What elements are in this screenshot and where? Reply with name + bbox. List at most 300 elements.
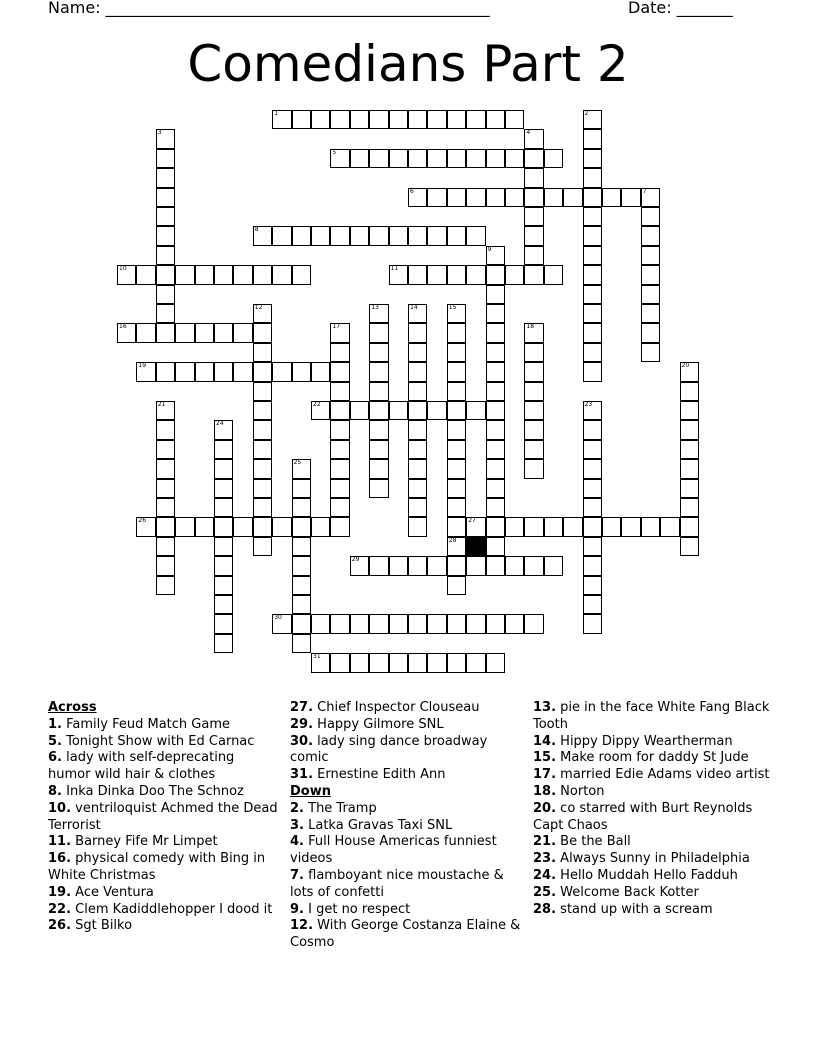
grid-cell[interactable] xyxy=(117,265,136,284)
grid-cell[interactable] xyxy=(389,110,408,129)
grid-cell[interactable] xyxy=(447,401,466,420)
grid-cell[interactable] xyxy=(369,420,388,439)
grid-cell[interactable] xyxy=(408,343,427,362)
grid-cell[interactable] xyxy=(156,362,175,381)
grid-cell[interactable] xyxy=(156,246,175,265)
grid-cell[interactable] xyxy=(641,188,660,207)
grid-cell[interactable] xyxy=(389,265,408,284)
grid-cell[interactable] xyxy=(272,110,291,129)
grid-cell[interactable] xyxy=(292,517,311,536)
grid-cell[interactable] xyxy=(389,226,408,245)
grid-cell[interactable] xyxy=(408,459,427,478)
grid-cell[interactable] xyxy=(583,149,602,168)
grid-cell[interactable] xyxy=(524,401,543,420)
grid-cell[interactable] xyxy=(253,498,272,517)
grid-cell[interactable] xyxy=(641,285,660,304)
grid-cell[interactable] xyxy=(408,420,427,439)
grid-cell[interactable] xyxy=(447,149,466,168)
grid-cell[interactable] xyxy=(447,226,466,245)
grid-cell[interactable] xyxy=(408,149,427,168)
grid-cell[interactable] xyxy=(563,517,582,536)
grid-cell[interactable] xyxy=(156,304,175,323)
grid-cell[interactable] xyxy=(292,556,311,575)
grid-cell[interactable] xyxy=(583,420,602,439)
grid-cell[interactable] xyxy=(583,459,602,478)
grid-cell[interactable] xyxy=(466,110,485,129)
grid-cell[interactable] xyxy=(602,188,621,207)
grid-cell[interactable] xyxy=(583,110,602,129)
grid-cell[interactable] xyxy=(486,149,505,168)
grid-cell[interactable] xyxy=(583,304,602,323)
grid-cell[interactable] xyxy=(330,498,349,517)
grid-cell[interactable] xyxy=(680,362,699,381)
grid-cell[interactable] xyxy=(583,440,602,459)
grid-cell[interactable] xyxy=(136,362,155,381)
grid-cell[interactable] xyxy=(389,149,408,168)
grid-cell[interactable] xyxy=(408,323,427,342)
grid-cell[interactable] xyxy=(583,517,602,536)
grid-cell[interactable] xyxy=(466,614,485,633)
grid-cell[interactable] xyxy=(583,576,602,595)
grid-cell[interactable] xyxy=(175,265,194,284)
grid-cell[interactable] xyxy=(505,517,524,536)
grid-cell[interactable] xyxy=(486,653,505,672)
grid-cell[interactable] xyxy=(214,614,233,633)
grid-cell[interactable] xyxy=(156,440,175,459)
grid-cell[interactable] xyxy=(680,401,699,420)
grid-cell[interactable] xyxy=(214,517,233,536)
grid-cell[interactable] xyxy=(583,595,602,614)
grid-cell[interactable] xyxy=(330,226,349,245)
grid-cell[interactable] xyxy=(544,265,563,284)
grid-cell[interactable] xyxy=(447,265,466,284)
grid-cell[interactable] xyxy=(330,420,349,439)
grid-cell[interactable] xyxy=(408,188,427,207)
grid-cell[interactable] xyxy=(486,323,505,342)
grid-cell[interactable] xyxy=(563,188,582,207)
grid-cell[interactable] xyxy=(447,440,466,459)
grid-cell[interactable] xyxy=(408,362,427,381)
grid-cell[interactable] xyxy=(292,459,311,478)
grid-cell[interactable] xyxy=(214,537,233,556)
grid-cell[interactable] xyxy=(136,517,155,536)
grid-cell[interactable] xyxy=(641,226,660,245)
grid-cell[interactable] xyxy=(330,323,349,342)
grid-cell[interactable] xyxy=(583,401,602,420)
grid-cell[interactable] xyxy=(156,459,175,478)
grid-cell[interactable] xyxy=(524,168,543,187)
grid-cell[interactable] xyxy=(330,362,349,381)
grid-cell[interactable] xyxy=(524,614,543,633)
grid-cell[interactable] xyxy=(408,401,427,420)
grid-cell[interactable] xyxy=(292,595,311,614)
grid-cell[interactable] xyxy=(680,537,699,556)
grid-cell[interactable] xyxy=(253,517,272,536)
grid-cell[interactable] xyxy=(427,265,446,284)
grid-cell[interactable] xyxy=(369,459,388,478)
grid-cell[interactable] xyxy=(292,537,311,556)
grid-cell[interactable] xyxy=(524,149,543,168)
grid-cell[interactable] xyxy=(486,440,505,459)
grid-cell[interactable] xyxy=(583,556,602,575)
grid-cell[interactable] xyxy=(641,323,660,342)
grid-cell[interactable] xyxy=(621,188,640,207)
grid-cell[interactable] xyxy=(175,323,194,342)
grid-cell[interactable] xyxy=(583,265,602,284)
grid-cell[interactable] xyxy=(330,401,349,420)
grid-cell[interactable] xyxy=(214,498,233,517)
grid-cell[interactable] xyxy=(214,323,233,342)
grid-cell[interactable] xyxy=(253,401,272,420)
grid-cell[interactable] xyxy=(350,653,369,672)
grid-cell[interactable] xyxy=(156,517,175,536)
grid-cell[interactable] xyxy=(486,401,505,420)
grid-cell[interactable] xyxy=(583,226,602,245)
grid-cell[interactable] xyxy=(680,479,699,498)
grid-cell[interactable] xyxy=(524,420,543,439)
grid-cell[interactable] xyxy=(214,634,233,653)
grid-cell[interactable] xyxy=(330,459,349,478)
grid-cell[interactable] xyxy=(486,265,505,284)
grid-cell[interactable] xyxy=(486,459,505,478)
grid-cell[interactable] xyxy=(369,110,388,129)
grid-cell[interactable] xyxy=(544,517,563,536)
grid-cell[interactable] xyxy=(369,226,388,245)
grid-cell[interactable] xyxy=(447,537,466,556)
grid-cell[interactable] xyxy=(292,634,311,653)
grid-cell[interactable] xyxy=(641,517,660,536)
grid-cell[interactable] xyxy=(486,304,505,323)
grid-cell[interactable] xyxy=(156,323,175,342)
grid-cell[interactable] xyxy=(156,285,175,304)
grid-cell[interactable] xyxy=(621,517,640,536)
grid-cell[interactable] xyxy=(311,362,330,381)
grid-cell[interactable] xyxy=(466,149,485,168)
grid-cell[interactable] xyxy=(311,110,330,129)
grid-cell[interactable] xyxy=(447,556,466,575)
grid-cell[interactable] xyxy=(583,498,602,517)
grid-cell[interactable] xyxy=(369,440,388,459)
grid-cell[interactable] xyxy=(292,226,311,245)
grid-cell[interactable] xyxy=(292,498,311,517)
grid-cell[interactable] xyxy=(486,188,505,207)
grid-cell[interactable] xyxy=(175,517,194,536)
grid-cell[interactable] xyxy=(272,265,291,284)
grid-cell[interactable] xyxy=(292,265,311,284)
grid-cell[interactable] xyxy=(156,149,175,168)
grid-cell[interactable] xyxy=(447,362,466,381)
grid-cell[interactable] xyxy=(253,440,272,459)
grid-cell[interactable] xyxy=(583,323,602,342)
grid-cell[interactable] xyxy=(350,110,369,129)
grid-cell[interactable] xyxy=(292,576,311,595)
grid-cell[interactable] xyxy=(330,653,349,672)
grid-cell[interactable] xyxy=(544,149,563,168)
grid-cell[interactable] xyxy=(524,265,543,284)
grid-cell[interactable] xyxy=(447,420,466,439)
grid-cell[interactable] xyxy=(369,401,388,420)
grid-cell[interactable] xyxy=(136,323,155,342)
grid-cell[interactable] xyxy=(195,517,214,536)
grid-cell[interactable] xyxy=(447,576,466,595)
grid-cell[interactable] xyxy=(447,188,466,207)
grid-cell[interactable] xyxy=(524,323,543,342)
grid-cell[interactable] xyxy=(330,440,349,459)
grid-cell[interactable] xyxy=(408,382,427,401)
grid-cell[interactable] xyxy=(486,556,505,575)
grid-cell[interactable] xyxy=(583,207,602,226)
grid-cell[interactable] xyxy=(136,265,155,284)
grid-cell[interactable] xyxy=(330,382,349,401)
grid-cell[interactable] xyxy=(427,110,446,129)
grid-cell[interactable] xyxy=(369,382,388,401)
grid-cell[interactable] xyxy=(583,614,602,633)
grid-cell[interactable] xyxy=(641,265,660,284)
grid-cell[interactable] xyxy=(447,382,466,401)
grid-cell[interactable] xyxy=(311,401,330,420)
grid-cell[interactable] xyxy=(272,226,291,245)
grid-cell[interactable] xyxy=(524,343,543,362)
grid-cell[interactable] xyxy=(505,149,524,168)
grid-cell[interactable] xyxy=(447,459,466,478)
grid-cell[interactable] xyxy=(408,265,427,284)
grid-cell[interactable] xyxy=(524,207,543,226)
grid-cell[interactable] xyxy=(311,517,330,536)
grid-cell[interactable] xyxy=(369,149,388,168)
grid-cell[interactable] xyxy=(195,323,214,342)
grid-cell[interactable] xyxy=(486,420,505,439)
grid-cell[interactable] xyxy=(505,265,524,284)
grid-cell[interactable] xyxy=(486,382,505,401)
grid-cell[interactable] xyxy=(272,614,291,633)
grid-cell[interactable] xyxy=(233,265,252,284)
grid-cell[interactable] xyxy=(486,537,505,556)
grid-cell[interactable] xyxy=(408,614,427,633)
grid-cell[interactable] xyxy=(253,343,272,362)
grid-cell[interactable] xyxy=(447,653,466,672)
grid-cell[interactable] xyxy=(408,110,427,129)
grid-cell[interactable] xyxy=(253,323,272,342)
grid-cell[interactable] xyxy=(330,149,349,168)
grid-cell[interactable] xyxy=(195,362,214,381)
grid-cell[interactable] xyxy=(524,226,543,245)
grid-cell[interactable] xyxy=(350,614,369,633)
grid-cell[interactable] xyxy=(369,304,388,323)
grid-cell[interactable] xyxy=(214,420,233,439)
grid-cell[interactable] xyxy=(156,479,175,498)
grid-cell[interactable] xyxy=(680,420,699,439)
grid-cell[interactable] xyxy=(214,362,233,381)
grid-cell[interactable] xyxy=(486,498,505,517)
grid-cell[interactable] xyxy=(447,110,466,129)
grid-cell[interactable] xyxy=(602,517,621,536)
grid-cell[interactable] xyxy=(524,362,543,381)
grid-cell[interactable] xyxy=(427,653,446,672)
grid-cell[interactable] xyxy=(214,265,233,284)
grid-cell[interactable] xyxy=(583,285,602,304)
grid-cell[interactable] xyxy=(330,343,349,362)
grid-cell[interactable] xyxy=(253,420,272,439)
grid-cell[interactable] xyxy=(292,362,311,381)
grid-cell[interactable] xyxy=(253,265,272,284)
grid-cell[interactable] xyxy=(330,614,349,633)
grid-cell[interactable] xyxy=(447,498,466,517)
grid-cell[interactable] xyxy=(175,362,194,381)
grid-cell[interactable] xyxy=(447,343,466,362)
grid-cell[interactable] xyxy=(156,420,175,439)
grid-cell[interactable] xyxy=(505,110,524,129)
grid-cell[interactable] xyxy=(408,226,427,245)
grid-cell[interactable] xyxy=(680,382,699,401)
grid-cell[interactable] xyxy=(583,343,602,362)
grid-cell[interactable] xyxy=(369,556,388,575)
grid-cell[interactable] xyxy=(680,440,699,459)
grid-cell[interactable] xyxy=(447,323,466,342)
grid-cell[interactable] xyxy=(660,517,679,536)
grid-cell[interactable] xyxy=(641,207,660,226)
grid-cell[interactable] xyxy=(583,537,602,556)
grid-cell[interactable] xyxy=(544,556,563,575)
grid-cell[interactable] xyxy=(156,498,175,517)
grid-cell[interactable] xyxy=(427,401,446,420)
grid-cell[interactable] xyxy=(156,556,175,575)
grid-cell[interactable] xyxy=(486,285,505,304)
grid-cell[interactable] xyxy=(583,168,602,187)
grid-cell[interactable] xyxy=(389,653,408,672)
grid-cell[interactable] xyxy=(156,537,175,556)
grid-cell[interactable] xyxy=(350,226,369,245)
grid-cell[interactable] xyxy=(253,304,272,323)
grid-cell[interactable] xyxy=(544,188,563,207)
grid-cell[interactable] xyxy=(408,498,427,517)
grid-cell[interactable] xyxy=(524,517,543,536)
grid-cell[interactable] xyxy=(214,479,233,498)
grid-cell[interactable] xyxy=(272,517,291,536)
grid-cell[interactable] xyxy=(583,479,602,498)
grid-cell[interactable] xyxy=(524,188,543,207)
grid-cell[interactable] xyxy=(680,459,699,478)
grid-cell[interactable] xyxy=(253,226,272,245)
grid-cell[interactable] xyxy=(505,556,524,575)
grid-cell[interactable] xyxy=(524,556,543,575)
grid-cell[interactable] xyxy=(427,149,446,168)
grid-cell[interactable] xyxy=(214,556,233,575)
grid-cell[interactable] xyxy=(466,188,485,207)
grid-cell[interactable] xyxy=(486,517,505,536)
grid-cell[interactable] xyxy=(524,382,543,401)
grid-cell[interactable] xyxy=(408,440,427,459)
grid-cell[interactable] xyxy=(408,653,427,672)
grid-cell[interactable] xyxy=(583,188,602,207)
grid-cell[interactable] xyxy=(447,479,466,498)
grid-cell[interactable] xyxy=(486,246,505,265)
grid-cell[interactable] xyxy=(311,614,330,633)
grid-cell[interactable] xyxy=(486,479,505,498)
grid-cell[interactable] xyxy=(156,576,175,595)
grid-cell[interactable] xyxy=(156,265,175,284)
grid-cell[interactable] xyxy=(156,207,175,226)
grid-cell[interactable] xyxy=(311,226,330,245)
grid-cell[interactable] xyxy=(369,653,388,672)
grid-cell[interactable] xyxy=(156,129,175,148)
grid-cell[interactable] xyxy=(447,304,466,323)
grid-cell[interactable] xyxy=(369,362,388,381)
grid-cell[interactable] xyxy=(253,479,272,498)
grid-cell[interactable] xyxy=(233,362,252,381)
grid-cell[interactable] xyxy=(233,323,252,342)
grid-cell[interactable] xyxy=(486,362,505,381)
grid-cell[interactable] xyxy=(214,440,233,459)
grid-cell[interactable] xyxy=(427,614,446,633)
grid-cell[interactable] xyxy=(408,517,427,536)
grid-cell[interactable] xyxy=(389,614,408,633)
grid-cell[interactable] xyxy=(369,343,388,362)
grid-cell[interactable] xyxy=(680,517,699,536)
grid-cell[interactable] xyxy=(486,110,505,129)
grid-cell[interactable] xyxy=(466,226,485,245)
grid-cell[interactable] xyxy=(156,401,175,420)
grid-cell[interactable] xyxy=(195,265,214,284)
grid-cell[interactable] xyxy=(330,110,349,129)
grid-cell[interactable] xyxy=(524,246,543,265)
grid-cell[interactable] xyxy=(505,614,524,633)
grid-cell[interactable] xyxy=(641,343,660,362)
grid-cell[interactable] xyxy=(117,323,136,342)
grid-cell[interactable] xyxy=(524,440,543,459)
grid-cell[interactable] xyxy=(427,556,446,575)
grid-cell[interactable] xyxy=(369,323,388,342)
grid-cell[interactable] xyxy=(233,517,252,536)
grid-cell[interactable] xyxy=(486,614,505,633)
grid-cell[interactable] xyxy=(466,653,485,672)
grid-cell[interactable] xyxy=(369,479,388,498)
grid-cell[interactable] xyxy=(253,459,272,478)
grid-cell[interactable] xyxy=(466,401,485,420)
grid-cell[interactable] xyxy=(408,304,427,323)
grid-cell[interactable] xyxy=(253,537,272,556)
grid-cell[interactable] xyxy=(330,479,349,498)
grid-cell[interactable] xyxy=(583,246,602,265)
grid-cell[interactable] xyxy=(292,614,311,633)
grid-cell[interactable] xyxy=(214,595,233,614)
grid-cell[interactable] xyxy=(466,517,485,536)
grid-cell[interactable] xyxy=(156,188,175,207)
grid-cell[interactable] xyxy=(583,362,602,381)
grid-cell[interactable] xyxy=(214,576,233,595)
grid-cell[interactable] xyxy=(641,246,660,265)
grid-cell[interactable] xyxy=(272,362,291,381)
grid-cell[interactable] xyxy=(447,614,466,633)
grid-cell[interactable] xyxy=(466,556,485,575)
grid-cell[interactable] xyxy=(427,226,446,245)
grid-cell[interactable] xyxy=(505,188,524,207)
grid-cell[interactable] xyxy=(253,362,272,381)
grid-cell[interactable] xyxy=(292,110,311,129)
grid-cell[interactable] xyxy=(408,556,427,575)
grid-cell[interactable] xyxy=(350,149,369,168)
grid-cell[interactable] xyxy=(466,265,485,284)
grid-cell[interactable] xyxy=(389,556,408,575)
grid-cell[interactable] xyxy=(350,401,369,420)
grid-cell[interactable] xyxy=(524,459,543,478)
grid-cell[interactable] xyxy=(486,343,505,362)
grid-cell[interactable] xyxy=(350,556,369,575)
grid-cell[interactable] xyxy=(156,168,175,187)
grid-cell[interactable] xyxy=(369,614,388,633)
grid-cell[interactable] xyxy=(447,517,466,536)
grid-cell[interactable] xyxy=(680,498,699,517)
grid-cell[interactable] xyxy=(641,304,660,323)
